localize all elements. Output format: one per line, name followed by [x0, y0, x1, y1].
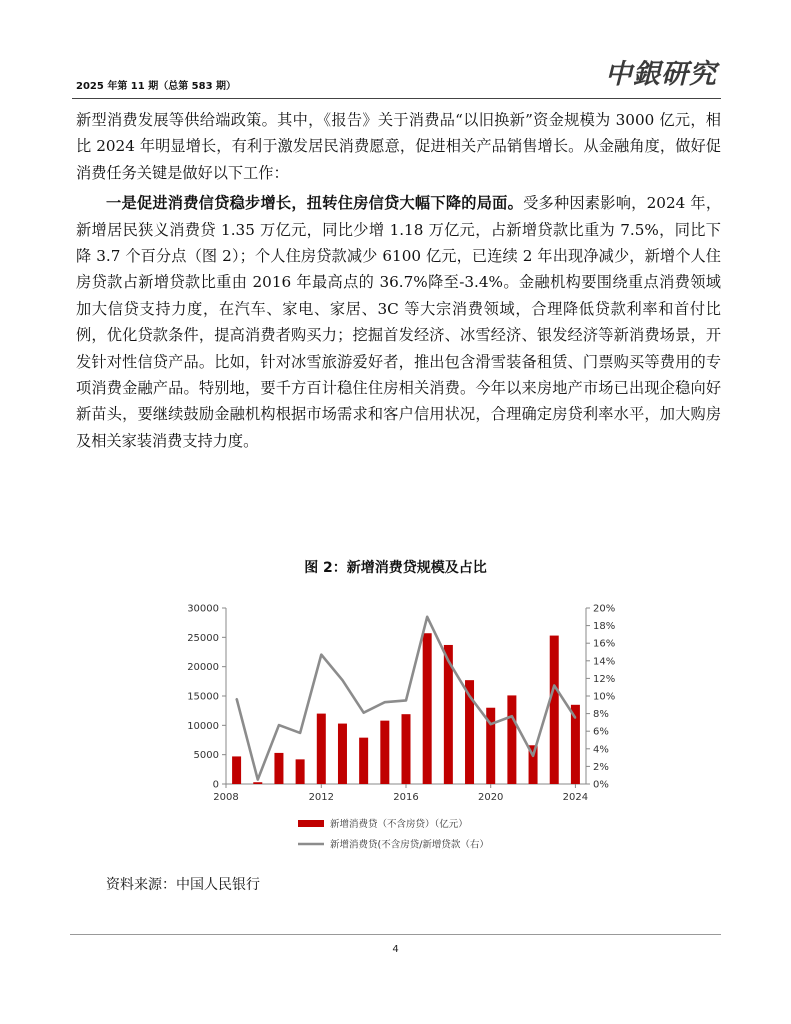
legend-label-line: 新增消费贷(不含房贷/新增贷款（右） [330, 839, 489, 851]
y-right-tick-label: 14% [593, 656, 616, 668]
ratio-point-2018 [448, 660, 450, 662]
paragraph-2 [76, 190, 721, 454]
x-tick-label: 2020 [477, 792, 504, 803]
bar-2017 [423, 633, 432, 784]
bar-2016 [402, 714, 411, 784]
y-right-tick-label: 2% [593, 761, 609, 773]
bar-2012 [317, 714, 326, 784]
ratio-point-2021 [511, 715, 513, 717]
ratio-point-2008 [236, 698, 238, 700]
x-tick-label: 2012 [308, 792, 335, 803]
y-right-tick-label: 0% [593, 779, 609, 791]
y-right-tick-label: 20% [593, 603, 616, 615]
consumer-loan-chart [170, 596, 630, 858]
ratio-point-2014 [363, 712, 365, 714]
paragraph-1: 新型消费发展等供给端政策。其中，《报告》关于消费品“以旧换新”资金规模为 3000 亿元，相比 2024 年明显增长，有利于激发居民消费愿意，促进相关产品销售增长。从金融角度，做好促消费任务关键是做好以下工作： [76, 111, 721, 182]
ratio-point-2009 [257, 779, 259, 781]
x-tick-label: 2008 [213, 792, 239, 803]
figure-title: 图 2：新增消费贷规模及占比 [304, 560, 487, 576]
ratio-point-2013 [342, 679, 344, 681]
ratio-point-2017 [426, 616, 428, 618]
bar-2010 [274, 753, 283, 784]
y-left-tick-label: 0 [212, 779, 219, 791]
y-right-tick-label: 18% [593, 621, 616, 633]
y-left-tick-label: 5000 [193, 750, 219, 762]
y-left-tick-label: 10000 [187, 720, 219, 732]
ratio-point-2015 [384, 701, 386, 703]
ratio-point-2016 [405, 700, 407, 702]
bar-2009 [253, 782, 262, 784]
legend-label-bars: 新增消费贷（不含房贷）（亿元） [330, 819, 468, 830]
bar-2023 [550, 636, 559, 784]
bar-2013 [338, 724, 347, 784]
bar-2015 [380, 721, 389, 784]
ratio-point-2022 [532, 755, 534, 757]
ratio-point-2012 [320, 654, 322, 656]
issue-label: 2025 年第 11 期（总第 583 期） [76, 81, 237, 92]
bar-2008 [232, 756, 241, 784]
y-right-tick-label: 12% [593, 673, 616, 685]
footer-divider [70, 934, 721, 935]
y-right-tick-label: 16% [593, 638, 616, 650]
ratio-point-2019 [469, 695, 471, 697]
ratio-point-2020 [490, 723, 492, 725]
y-left-tick-label: 15000 [187, 691, 219, 703]
bar-2021 [507, 695, 516, 784]
header-divider [72, 98, 721, 99]
article-body [76, 107, 721, 454]
ratio-point-2024 [575, 717, 577, 719]
brand-logo: 中銀研究 [605, 59, 717, 90]
x-tick-label: 2016 [393, 792, 419, 803]
bar-2011 [296, 759, 305, 784]
page-number: 4 [392, 944, 399, 955]
y-right-tick-label: 4% [593, 744, 609, 756]
paragraph-2-text: 受多种因素影响，2024 年，新增居民狭义消费贷 1.35 万亿元，同比少增 1.18 万亿元，占新增贷款比重为 7.5%，同比下降 3.7 个百分点（图 2）；个人住房贷款减少 6100 亿元，已连续 2 年出现净减少，新增个人住房贷款占新增贷款比重由 2016 年最高点的 36.7%降至-3.4%。金融机构要围绕重点消费领域加大信贷支持力度，在汽车、家电、家居、3C 等大宗消费领域，合理降低贷款利率和首付比例，优化贷款条件，提高消费者购买力；挖掘首发经济、冰雪经济、银发经济等新消费场景，开发针对性信贷产品。比如，针对冰雪旅游爱好者，推出包含滑雪装备租赁、门票购买等费用的专项消费金融产品。特别地，要千方百计稳住住房相关消费。今年以来房地产市场已出现企稳向好新苗头，要继续鼓励金融机构根据市场需求和客户信用状况，合理确定房贷利率水平，加大购房及相关家装消费支持力度。 [76, 194, 722, 450]
figure-source: 资料来源：中国人民银行 [106, 877, 260, 893]
ratio-point-2023 [553, 685, 555, 687]
y-right-tick-label: 6% [593, 726, 609, 738]
ratio-point-2010 [278, 724, 280, 726]
y-left-tick-label: 25000 [187, 632, 219, 644]
y-left-tick-label: 20000 [187, 662, 219, 674]
y-right-tick-label: 10% [593, 691, 616, 703]
legend-swatch-bars [298, 820, 324, 827]
ratio-point-2011 [299, 732, 301, 734]
paragraph-2-lead: 一是促进消费信贷稳步增长，扭转住房信贷大幅下降的局面。 [106, 194, 524, 213]
bar-2014 [359, 738, 368, 784]
y-right-tick-label: 8% [593, 709, 609, 721]
x-tick-label: 2024 [562, 792, 589, 803]
y-left-tick-label: 30000 [187, 603, 219, 615]
